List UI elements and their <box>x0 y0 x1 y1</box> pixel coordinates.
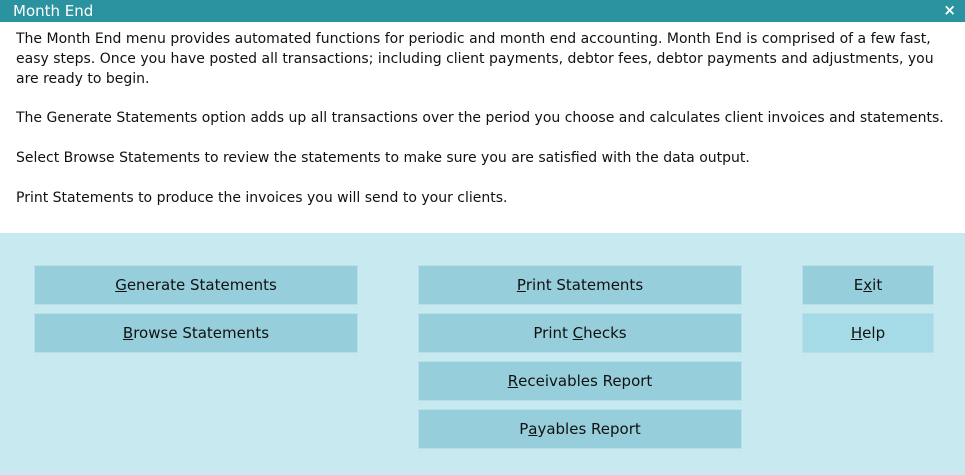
button-label-suffix: rowse Statements <box>133 324 270 342</box>
payables-report-button[interactable] <box>418 409 742 449</box>
button-label-suffix: it <box>872 276 883 294</box>
browse-statements-button[interactable] <box>34 313 358 353</box>
button-hotkey: R <box>507 372 519 390</box>
button-hotkey: H <box>850 324 863 342</box>
description-paragraph-print: Print Statements to produce the invoices you will send to your clients. <box>16 190 508 206</box>
button-hotkey: B <box>122 324 134 342</box>
receivables-report-button[interactable] <box>418 361 742 401</box>
button-hotkey: C <box>572 324 584 342</box>
button-label-prefix: E <box>853 276 864 294</box>
button-label-suffix: yables Report <box>537 420 641 438</box>
button-label-suffix: rint Statements <box>525 276 644 294</box>
button-label-prefix: Print <box>533 324 573 342</box>
title-bar <box>0 0 965 22</box>
description-paragraph-intro: The Month End menu provides automated functions for periodic and month end accounting. Month End is comprised of a few fast, easy steps. Once you have posted all transactions; including client payments, debtor fees, debtor payments and adjustments, you are ready to begin. <box>16 31 934 87</box>
button-label-prefix: P <box>519 420 529 438</box>
button-label-suffix: eceivables Report <box>518 372 653 390</box>
print-checks-button[interactable] <box>418 313 742 353</box>
button-label-suffix: enerate Statements <box>126 276 277 294</box>
print-statements-button[interactable] <box>418 265 742 305</box>
button-label-suffix: hecks <box>583 324 627 342</box>
button-hotkey: a <box>528 420 538 438</box>
exit-button[interactable] <box>802 265 934 305</box>
button-hotkey: x <box>863 276 873 294</box>
help-button[interactable] <box>802 313 934 353</box>
description-panel <box>0 22 965 233</box>
window-title: Month End <box>13 2 94 20</box>
description-paragraph-browse: Select Browse Statements to review the statements to make sure you are satisfied with the data output. <box>16 150 750 166</box>
close-icon[interactable]: × <box>943 1 956 19</box>
button-label-suffix: elp <box>862 324 886 342</box>
button-hotkey: G <box>115 276 127 294</box>
description-paragraph-generate: The Generate Statements option adds up all transactions over the period you choose and calculates client invoices and statements. <box>16 110 944 126</box>
button-hotkey: P <box>516 276 526 294</box>
generate-statements-button[interactable] <box>34 265 358 305</box>
